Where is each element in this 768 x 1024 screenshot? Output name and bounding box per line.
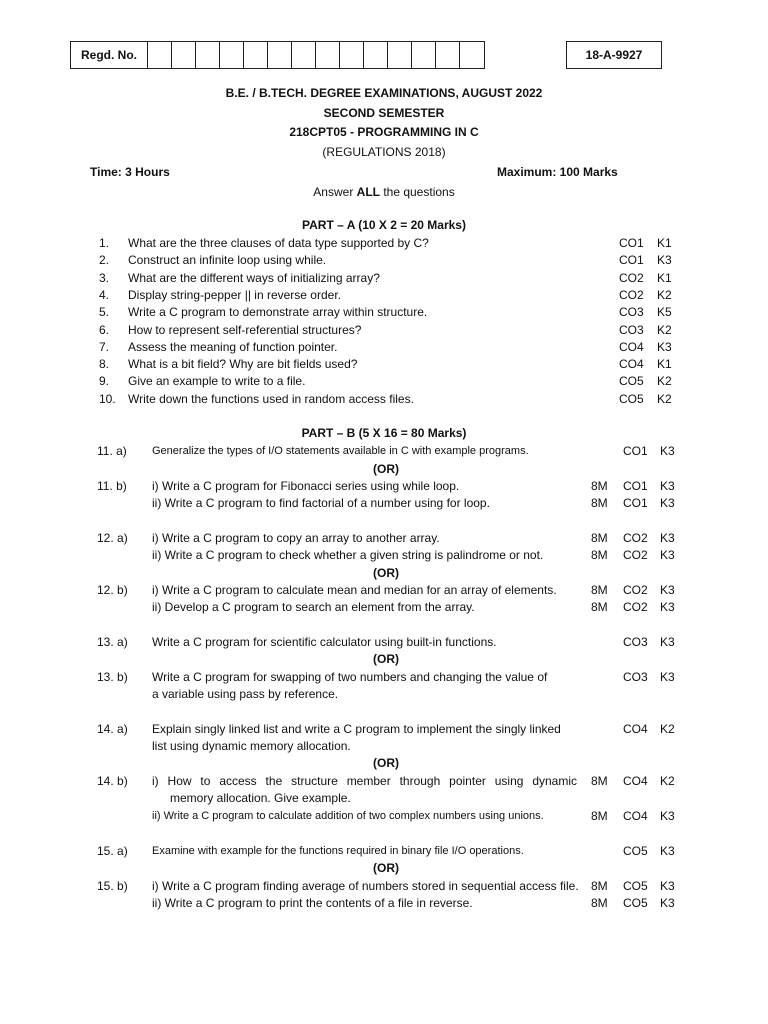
question-number: 7. [99,339,110,354]
knowledge-level: K1 [657,357,672,372]
knowledge-level: K2 [657,322,672,337]
knowledge-level: K1 [657,270,672,285]
question-text-continued: a variable using pass by reference. [152,687,339,701]
course-outcome: CO5 [619,391,644,406]
course-outcome: CO5 [623,896,648,910]
question-text: What are the different ways of initializing array? [128,270,380,285]
regd-no-cell [220,42,244,68]
marks: 8M [591,531,608,545]
course-outcome: CO2 [623,531,648,545]
question-text: i) Write a C program for Fibonacci series using while loop. [152,479,460,493]
part-b-title: PART – B (5 X 16 = 80 Marks) [301,426,467,440]
course-outcome: CO2 [623,600,648,614]
question-text: Display string-pepper || in reverse order. [128,287,341,302]
course-outcome: CO1 [623,444,648,458]
knowledge-level: K2 [657,287,672,302]
question-number: 14. a) [97,722,128,736]
knowledge-level: K3 [660,496,675,510]
or-separator: (OR) [373,566,399,580]
question-number: 9. [99,374,110,389]
knowledge-level: K3 [660,809,675,823]
question-text: i) Write a C program to copy an array to another array. [152,531,440,545]
knowledge-level: K2 [660,774,675,788]
question-text: Give an example to write to a file. [128,374,306,389]
question-number: 13. a) [97,635,128,649]
question-text: What is a bit field? Why are bit fields used? [128,357,358,372]
question-text: Examine with example for the functions required in binary file I/O operations. [152,845,524,857]
knowledge-level: K3 [660,844,675,858]
regd-no-cell [244,42,268,68]
or-separator: (OR) [373,861,399,875]
knowledge-level: K3 [660,635,675,649]
course-outcome: CO4 [623,809,648,823]
question-number: 6. [99,322,110,337]
course-outcome: CO4 [619,357,644,372]
knowledge-level: K3 [660,879,675,893]
part-a-title: PART – A (10 X 2 = 20 Marks) [302,218,466,232]
knowledge-level: K2 [657,391,672,406]
or-separator: (OR) [373,462,399,476]
regd-no-cell [316,42,340,68]
instruction: Answer ALL the questions [313,185,455,199]
marks: 8M [591,583,608,597]
knowledge-level: K3 [660,548,675,562]
question-number: 1. [99,236,110,250]
course-outcome: CO2 [623,548,648,562]
marks: 8M [591,809,608,823]
knowledge-level: K1 [657,236,672,250]
knowledge-level: K3 [660,479,675,493]
question-text: How to represent self-referential structures? [128,322,362,337]
or-separator: (OR) [373,652,399,666]
knowledge-level: K3 [660,600,675,614]
semester: SECOND SEMESTER [323,106,445,120]
question-number: 13. b) [97,670,128,684]
question-text: i) Write a C program finding average of numbers stored in sequential access file. [152,879,579,893]
question-number: 8. [99,357,110,372]
maximum-marks: Maximum: 100 Marks [497,165,618,179]
question-text: Write a C program for scientific calculator using built-in functions. [152,635,497,649]
question-number: 15. a) [97,844,128,858]
course-title: 218CPT05 - PROGRAMMING IN C [289,125,479,139]
regd-no-cell [292,42,316,68]
question-text: Write down the functions used in random access files. [128,391,414,406]
question-text: Explain singly linked list and write a C program to implement the singly linked [152,722,561,736]
question-number: 12. b) [97,583,128,597]
marks: 8M [591,774,608,788]
question-number: 3. [99,270,110,285]
marks: 8M [591,896,608,910]
question-text: ii) Write a C program to find factorial of a number using for loop. [152,496,490,510]
regd-no-cell [268,42,292,68]
regd-no-cell [436,42,460,68]
course-outcome: CO3 [619,322,644,337]
regd-no-cells [148,42,484,68]
regd-no-cell [388,42,412,68]
question-text: What are the three clauses of data type supported by C? [128,236,429,250]
question-number: 4. [99,287,110,302]
knowledge-level: K3 [660,896,675,910]
question-number: 5. [99,305,110,320]
question-number: 14. b) [97,774,128,788]
course-outcome: CO1 [623,479,648,493]
marks: 8M [591,600,608,614]
course-outcome: CO1 [619,236,644,250]
course-outcome: CO2 [619,287,644,302]
question-number: 11. a) [97,444,127,458]
course-outcome: CO2 [619,270,644,285]
question-number: 10. [99,391,116,406]
regd-no-cell [148,42,172,68]
course-outcome: CO4 [623,774,648,788]
or-separator: (OR) [373,756,399,770]
marks: 8M [591,479,608,493]
question-text: Write a C program for swapping of two numbers and changing the value of [152,670,548,684]
question-text: ii) Write a C program to calculate addition of two complex numbers using unions. [152,810,544,822]
course-outcome: CO1 [619,253,644,268]
question-text: i) How to access the structure member through pointer using dynamic [152,774,577,788]
question-number: 15. b) [97,879,128,893]
question-text: ii) Write a C program to check whether a given string is palindrome or not. [152,548,544,562]
question-text: i) Write a C program to calculate mean and median for an array of elements. [152,583,557,597]
question-number: 12. a) [97,531,128,545]
regd-no-cell [460,42,484,68]
course-outcome: CO1 [623,496,648,510]
regd-no-cell [172,42,196,68]
regd-no-box [70,41,485,69]
regd-no-cell [340,42,364,68]
question-text: Assess the meaning of function pointer. [128,339,338,354]
knowledge-level: K3 [657,253,672,268]
marks: 8M [591,879,608,893]
knowledge-level: K3 [660,670,675,684]
course-outcome: CO5 [623,844,648,858]
knowledge-level: K3 [657,339,672,354]
knowledge-level: K3 [660,444,675,458]
time-allowed: Time: 3 Hours [90,165,170,179]
question-text: Write a C program to demonstrate array within structure. [128,305,428,320]
regd-no-cell [412,42,436,68]
knowledge-level: K5 [657,305,672,320]
regd-no-label: Regd. No. [71,42,148,68]
course-outcome: CO3 [623,635,648,649]
question-text: ii) Write a C program to print the contents of a file in reverse. [152,896,473,910]
marks: 8M [591,548,608,562]
question-text-continued: list using dynamic memory allocation. [152,739,351,753]
regd-no-cell [196,42,220,68]
knowledge-level: K3 [660,531,675,545]
question-number: 11. b) [97,479,127,493]
course-outcome: CO4 [623,722,648,736]
knowledge-level: K3 [660,583,675,597]
question-text: ii) Develop a C program to search an element from the array. [152,600,475,614]
question-text-continued: memory allocation. Give example. [170,791,351,805]
course-outcome: CO2 [623,583,648,597]
question-number: 2. [99,253,110,268]
knowledge-level: K2 [660,722,675,736]
marks: 8M [591,496,608,510]
regulations: (REGULATIONS 2018) [322,145,446,159]
paper-code: 18-A-9927 [566,41,662,69]
knowledge-level: K2 [657,374,672,389]
course-outcome: CO5 [623,879,648,893]
question-text: Construct an infinite loop using while. [128,253,327,268]
course-outcome: CO5 [619,374,644,389]
course-outcome: CO3 [619,305,644,320]
course-outcome: CO4 [619,339,644,354]
course-outcome: CO3 [623,670,648,684]
exam-title: B.E. / B.TECH. DEGREE EXAMINATIONS, AUGUST 2022 [225,86,543,100]
question-text: Generalize the types of I/O statements available in C with example programs. [152,445,529,457]
regd-no-cell [364,42,388,68]
